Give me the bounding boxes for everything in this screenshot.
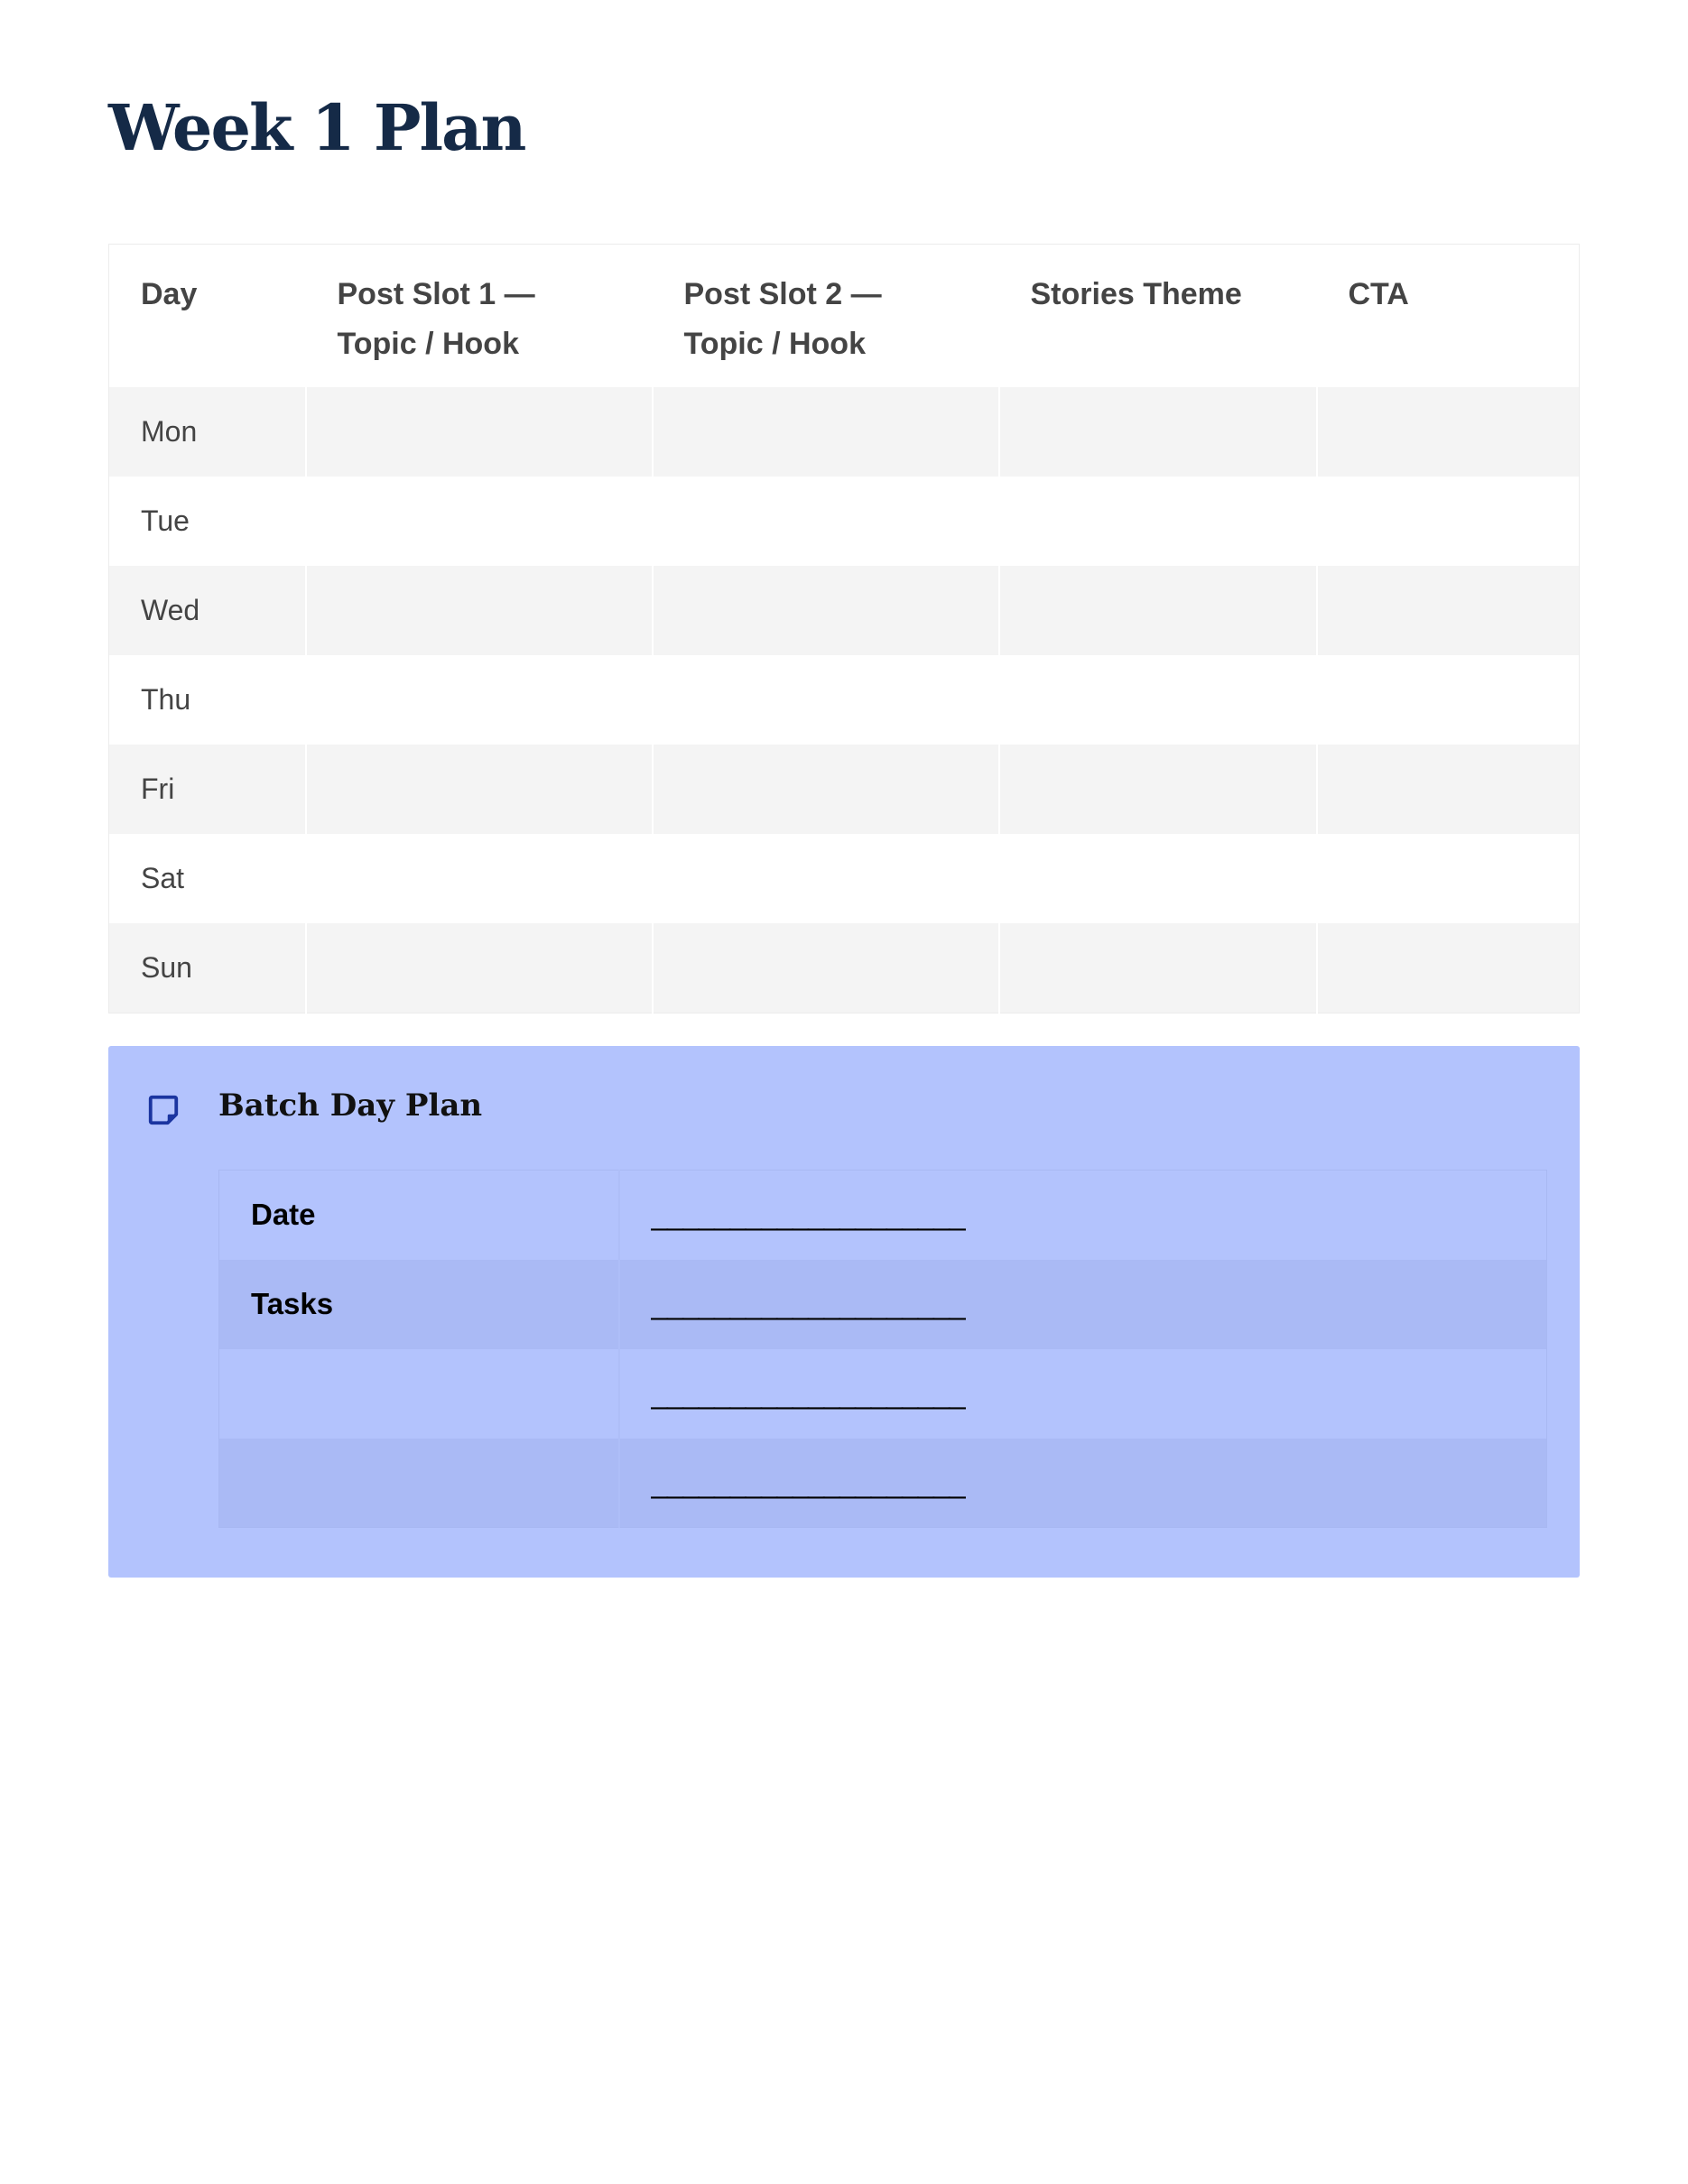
batch-value-field[interactable]: [619, 1349, 1547, 1439]
batch-label: [219, 1439, 619, 1528]
table-row: [109, 834, 1580, 923]
batch-row: [219, 1439, 1547, 1528]
plan-cell[interactable]: [1317, 477, 1580, 566]
batch-day-callout: [108, 1046, 1580, 1578]
header-post-slot-1: Post Slot 1 — Topic / Hook: [306, 245, 653, 388]
plan-cell[interactable]: [306, 923, 653, 1013]
plan-cell[interactable]: [306, 655, 653, 745]
header-day: Day: [109, 245, 306, 388]
plan-cell[interactable]: [1317, 923, 1580, 1013]
blank-line: ____________________: [651, 1198, 965, 1232]
page-title: Week 1 Plan: [108, 90, 525, 165]
batch-row: [219, 1349, 1547, 1439]
table-row: [109, 477, 1580, 566]
day-cell: Thu: [141, 683, 191, 716]
header-stories-theme: Stories Theme: [999, 245, 1317, 388]
batch-label: Date: [219, 1171, 619, 1260]
plan-cell[interactable]: [999, 566, 1317, 655]
batch-row: [219, 1260, 1547, 1349]
plan-cell[interactable]: [1317, 387, 1580, 477]
batch-value-field[interactable]: [619, 1171, 1547, 1260]
batch-label: [219, 1349, 619, 1439]
batch-day-table: [218, 1170, 1547, 1528]
plan-cell[interactable]: [1317, 834, 1580, 923]
plan-cell[interactable]: [306, 387, 653, 477]
plan-cell[interactable]: [1317, 566, 1580, 655]
week-plan-table: [108, 244, 1580, 1013]
plan-cell[interactable]: [999, 834, 1317, 923]
plan-cell[interactable]: [653, 745, 999, 834]
plan-cell[interactable]: [653, 566, 999, 655]
batch-value-field[interactable]: [619, 1439, 1547, 1528]
day-cell: Tue: [141, 504, 190, 537]
header-cta: CTA: [1317, 245, 1580, 388]
plan-cell[interactable]: [1317, 745, 1580, 834]
blank-line: ____________________: [651, 1376, 965, 1410]
blank-line: ____________________: [651, 1287, 965, 1320]
table-row: [109, 923, 1580, 1013]
plan-cell[interactable]: [999, 923, 1317, 1013]
table-header-row: [109, 245, 1580, 388]
blank-line: ____________________: [651, 1465, 965, 1499]
plan-cell[interactable]: [999, 745, 1317, 834]
batch-row: [219, 1171, 1547, 1260]
plan-cell[interactable]: [306, 745, 653, 834]
table-row: [109, 745, 1580, 834]
day-cell: Fri: [109, 745, 306, 834]
plan-cell[interactable]: [653, 477, 999, 566]
plan-cell[interactable]: [306, 566, 653, 655]
sticky-note-icon: [146, 1093, 181, 1127]
plan-cell[interactable]: [653, 834, 999, 923]
plan-cell[interactable]: [999, 387, 1317, 477]
day-cell: Wed: [109, 566, 306, 655]
plan-cell[interactable]: [653, 387, 999, 477]
plan-cell[interactable]: [999, 655, 1317, 745]
day-cell: Sun: [109, 923, 306, 1013]
plan-cell[interactable]: [653, 923, 999, 1013]
plan-cell[interactable]: [653, 655, 999, 745]
table-row: [109, 655, 1580, 745]
plan-cell[interactable]: [999, 477, 1317, 566]
table-row: [109, 566, 1580, 655]
day-cell: Sat: [141, 862, 185, 894]
plan-cell[interactable]: [306, 477, 653, 566]
table-row: [109, 387, 1580, 477]
batch-day-title: Batch Day Plan: [218, 1087, 483, 1124]
header-post-slot-2: Post Slot 2 — Topic / Hook: [653, 245, 999, 388]
batch-label: Tasks: [219, 1260, 619, 1349]
plan-cell[interactable]: [306, 834, 653, 923]
day-cell: Mon: [109, 387, 306, 477]
batch-value-field[interactable]: [619, 1260, 1547, 1349]
plan-cell[interactable]: [1317, 655, 1580, 745]
